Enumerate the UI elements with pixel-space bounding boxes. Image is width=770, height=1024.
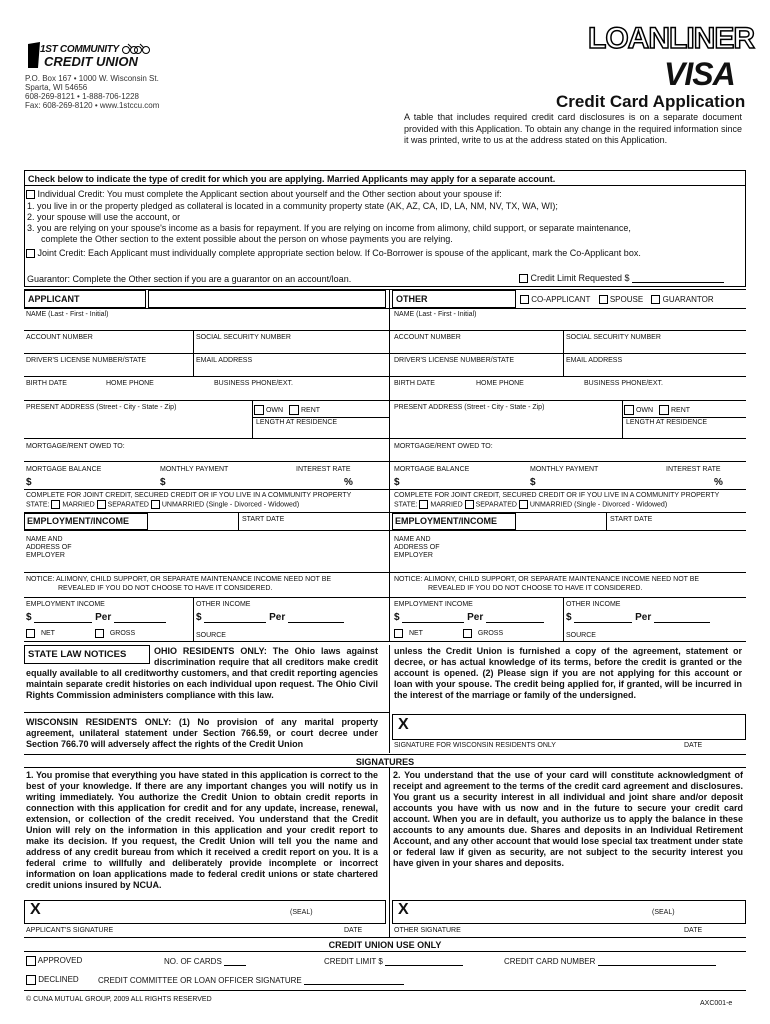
wisconsin-notice: WISCONSIN RESIDENTS ONLY: (1) No provision of any marital property agreement, unilateral statement under Section 766.59, or court decree under Section 766.70 will adversely affect the rights of the Credit Union [26,717,378,749]
other-state-label: STATE: [394,501,418,509]
applicant-unmarried-checkbox[interactable] [151,500,160,509]
applicant-emp-per-input[interactable] [114,622,166,623]
ohio-notice: OHIO RESIDENTS ONLY: The Ohio laws against discrimination require that all creditors make credit equally available to all creditworthy customers, and that credit reporting agencies maintain separate credit histories on each individual upon request. The Ohio Civil Rights Commission administers compliance with this law. [26,646,378,700]
wi-notice-right: unless the Credit Union is furnished a copy of the agreement, statement or decree, or has actual knowledge of its terms, before the credit is granted or the account is opened. (2) Please sign if you are not applying for this account or loan with your spouse. The credit being applied for, if granted, will be incurred in the interest of the marriage or family of the undersigned. [394,646,742,700]
form-number: AXC001-e [700,1000,733,1007]
applicant-gross-checkbox[interactable] [95,629,104,638]
wi-date-label: DATE [684,742,703,749]
joint-credit-label: Joint Credit: Each Applicant must individually complete appropriate section below. If Co-Borrower is spouse of the applicant, mark the Co-Applicant box. [37,248,641,258]
other-dl-label: DRIVER'S LICENSE NUMBER/STATE [394,357,515,364]
applicant-other-per-input[interactable] [288,622,344,623]
applicant-signature-label: APPLICANT'S SIGNATURE [26,927,114,934]
other-emp-dollar: $ [394,612,400,623]
cu-address: P.O. Box 167 • 1000 W. Wisconsin St. Sparta, WI 54656 608-269-8121 • 1-888-706-1228 Fax: 608-269-8120 • www.1stccu.com [25,74,160,110]
applicant-address-label: PRESENT ADDRESS (Street - City - State - Zip) [26,404,177,411]
other-other-income-input[interactable] [574,622,632,623]
other-name-label: NAME (Last - First - Initial) [394,311,477,318]
loanliner-logo: LOANLINER [588,22,754,55]
other-rate-percent: % [714,477,723,488]
applicant-net-label: NET [40,630,55,638]
applicant-emp-income-input[interactable] [34,622,92,623]
state-law-title: STATE LAW NOTICES [28,649,127,660]
individual-credit-label: Individual Credit: You must complete the Applicant section about yourself and the Other section about your spouse if: [37,189,502,199]
co-applicant-checkbox[interactable] [520,295,529,304]
applicant-emp-dollar: $ [26,612,32,623]
other-net-checkbox[interactable] [394,629,403,638]
individual-credit-checkbox[interactable] [26,190,35,199]
approved-checkbox[interactable] [26,956,36,966]
other-email-label: EMAIL ADDRESS [566,357,623,364]
applicant-seal: (SEAL) [290,909,313,916]
other-monthly-payment-label: MONTHLY PAYMENT [530,466,599,473]
applicant-other-income-input[interactable] [204,622,266,623]
other-signature-x: X [398,901,409,918]
joint-credit-checkbox[interactable] [26,249,35,258]
other-other-per: Per [635,612,652,623]
other-employer-label: NAME AND ADDRESS OF EMPLOYER [394,536,440,559]
other-emp-per-input[interactable] [486,622,544,623]
other-rent-checkbox[interactable] [659,405,669,415]
no-cards-label: NO. OF CARDS [164,957,222,966]
other-account-label: ACCOUNT NUMBER [394,334,461,341]
applicant-net-checkbox[interactable] [26,629,35,638]
applicant-source-label: SOURCE [196,632,226,639]
other-emp-per: Per [467,612,484,623]
applicant-dl-label: DRIVER'S LICENSE NUMBER/STATE [26,357,147,364]
visa-logo: VISA [664,56,735,92]
card-number-input[interactable] [598,965,716,966]
applicant-separated-checkbox[interactable] [97,500,106,509]
other-employment-title: EMPLOYMENT/INCOME [395,516,498,526]
applicant-other-income-label: OTHER INCOME [196,601,251,608]
guarantor-checkbox[interactable] [651,295,660,304]
other-complete-joint: COMPLETE FOR JOINT CREDIT, SECURED CREDIT OR IF YOU LIVE IN A COMMUNITY PROPERTY [394,492,720,499]
cu-use-title: CREDIT UNION USE ONLY [328,940,442,950]
credit-union-logo [24,40,154,70]
applicant-gross-label: GROSS [109,630,136,638]
guarantor-option-label: GUARANTOR [662,295,714,304]
applicant-employer-label: NAME AND ADDRESS OF EMPLOYER [26,536,72,559]
credit-type-heading: Check below to indicate the type of credit for which you are applying. Married Applicants may apply for a separate account. [28,174,556,184]
applicant-complete-joint: COMPLETE FOR JOINT CREDIT, SECURED CREDIT OR IF YOU LIVE IN A COMMUNITY PROPERTY [26,492,352,499]
wi-signature-box[interactable] [392,714,746,740]
applicant-sig-date-label: DATE [344,927,363,934]
other-source-label: SOURCE [566,632,596,639]
applicant-mortgage-owed-label: MORTGAGE/RENT OWED TO: [26,443,125,450]
declined-label: DECLINED [38,975,79,985]
copyright: © CUNA MUTUAL GROUP, 2009 ALL RIGHTS RESERVED [26,996,212,1003]
co-applicant-label: CO-APPLICANT [531,295,591,304]
other-married-label: MARRIED [430,501,463,509]
applicant-own-label: OWN [265,406,284,414]
other-start-date-label: START DATE [610,516,653,523]
wi-signature-x: X [398,716,409,733]
applicant-start-date-label: START DATE [242,516,285,523]
applicant-birth-label: BIRTH DATE [26,380,67,387]
other-bus-phone-label: BUSINESS PHONE/EXT. [584,380,663,387]
applicant-account-label: ACCOUNT NUMBER [26,334,93,341]
approved-label: APPROVED [37,956,83,966]
credit-limit-label: Credit Limit Requested $ [530,273,630,283]
applicant-monthly-payment-label: MONTHLY PAYMENT [160,466,229,473]
signatures-para1: 1. You promise that everything you have stated in this application is correct to the best of your knowledge. If there are any important changes you will notify us in writing immediately. You authorize the Credit Union to obtain credit reports in connection with this application for credit and for any update, increase, renewal, extension, or collection of the credit received. You understand that the Credit Union will rely on the information in this application and your credit report to make its decision. If you request, the Credit Union will tell you the name and address of any credit bureau from which it received a credit report on you. It is a federal crime to willfully and deliberately provide incomplete or incorrect information on loan applications made to federal credit unions or state chartered credit unions insured by NCUA. [26,770,378,890]
spouse-label: SPOUSE [609,295,644,304]
other-balance-dollar: $ [394,477,400,488]
other-payment-dollar: $ [530,477,536,488]
other-birth-label: BIRTH DATE [394,380,435,387]
applicant-married-checkbox[interactable] [51,500,60,509]
other-gross-label: GROSS [477,630,504,638]
applicant-interest-label: INTEREST RATE [296,466,351,473]
disclosure-notice: A table that includes required credit card disclosures is on a separate document provided with this Application. To obtain any change in the required information since it was printed, write to us at the address stated on this Application. [404,112,742,145]
applicant-emp-per: Per [95,612,112,623]
other-home-phone-label: HOME PHONE [476,380,524,387]
other-alimony-notice2: REVEALED IF YOU DO NOT CHOOSE TO HAVE IT CONSIDERED. [428,585,643,592]
applicant-name-label: NAME (Last - First - Initial) [26,311,109,318]
applicant-ssn-label: SOCIAL SECURITY NUMBER [196,334,291,341]
other-address-label: PRESENT ADDRESS (Street - City - State - Zip) [394,404,545,411]
applicant-separated-label: SEPARATED [107,501,149,509]
other-net-label: NET [408,630,423,638]
other-separated-checkbox[interactable] [465,500,474,509]
applicant-name-box[interactable] [148,290,386,308]
other-mortgage-owed-label: MORTGAGE/RENT OWED TO: [394,443,493,450]
applicant-rent-label: RENT [300,406,321,414]
other-seal: (SEAL) [652,909,675,916]
applicant-length-label: LENGTH AT RESIDENCE [256,419,338,426]
credit-limit-checkbox[interactable] [519,274,528,283]
applicant-state-label: STATE: [26,501,50,509]
cyclists-icon [120,40,150,54]
other-other-income-label: OTHER INCOME [566,601,621,608]
other-other-dollar: $ [566,612,572,623]
other-emp-income-input[interactable] [402,622,464,623]
other-sig-date-label: DATE [684,927,703,934]
applicant-alimony-notice2: REVEALED IF YOU DO NOT CHOOSE TO HAVE IT CONSIDERED. [58,585,273,592]
applicant-emp-income-label: EMPLOYMENT INCOME [26,601,105,608]
applicant-own-checkbox[interactable] [254,405,264,415]
applicant-other-per: Per [269,612,286,623]
signatures-para2: 2. You understand that the use of your card will constitute acknowledgment of receipt and agreement to the terms of the credit card agreement and disclosures. You grant us a security interest in all individual and joint share and/or deposit accounts you have with us now and in the future to secure your credit card account. When you are in default, you authorize us to apply the balance in these accounts to any amounts due. Shares and deposits in an Individual Retirement Account, and any other account that would lose special tax treatment under state or federal law if given as security, are not subject to the security interest you have given in your shares and deposits. [393,770,743,868]
guarantor-label: Guarantor: Complete the Other section if you are a guarantor on an account/loan. [27,274,352,284]
no-cards-input[interactable] [224,965,246,966]
signatures-title: SIGNATURES [355,757,415,767]
other-signature-box[interactable] [392,900,746,924]
other-rent-label: RENT [670,406,691,414]
individual-credit-conditions: 1. you live in or the property pledged as collateral is located in a community property state (AK, AZ, CA, ID, LA, NM, NV, TX, WA, WI); 2. your spouse will use the account, or 3. you are relying on your spouse's income as a basis for repayment. If you are relying on income from alimony, child support, or separate maintenance, complete the Other section to the extent possible about the person on whose payments you are relying. [27,201,631,244]
other-title: OTHER [396,294,428,304]
applicant-mortgage-balance-label: MORTGAGE BALANCE [26,466,102,473]
declined-checkbox[interactable] [26,975,36,985]
other-own-label: OWN [635,406,654,414]
cu-name-line1: 1ST COMMUNITY [40,44,119,55]
committee-label: CREDIT COMMITTEE OR LOAN OFFICER SIGNATURE [98,976,302,985]
other-unmarried-checkbox[interactable] [519,500,528,509]
spouse-checkbox[interactable] [599,295,608,304]
other-alimony-notice1: NOTICE: ALIMONY, CHILD SUPPORT, OR SEPARATE MAINTENANCE INCOME NEED NOT BE [394,576,700,583]
other-unmarried-label: UNMARRIED (Single - Divorced - Widowed) [529,501,668,509]
applicant-other-dollar: $ [196,612,202,623]
applicant-married-label: MARRIED [62,501,95,509]
card-number-label: CREDIT CARD NUMBER [504,957,596,966]
other-emp-income-label: EMPLOYMENT INCOME [394,601,473,608]
applicant-rent-checkbox[interactable] [289,405,299,415]
applicant-signature-box[interactable] [24,900,386,924]
applicant-unmarried-label: UNMARRIED (Single - Divorced - Widowed) [161,501,300,509]
applicant-alimony-notice1: NOTICE: ALIMONY, CHILD SUPPORT, OR SEPARATE MAINTENANCE INCOME NEED NOT BE [26,576,332,583]
other-signature-label: OTHER SIGNATURE [394,927,461,934]
applicant-payment-dollar: $ [160,477,166,488]
wi-signature-label: SIGNATURE FOR WISCONSIN RESIDENTS ONLY [394,742,556,749]
committee-signature-input[interactable] [304,984,404,985]
other-ssn-label: SOCIAL SECURITY NUMBER [566,334,661,341]
applicant-rate-percent: % [344,477,353,488]
applicant-balance-dollar: $ [26,477,32,488]
cu-credit-limit-label: CREDIT LIMIT $ [324,957,383,966]
other-married-checkbox[interactable] [419,500,428,509]
applicant-employment-title: EMPLOYMENT/INCOME [27,516,130,526]
credit-limit-input[interactable] [632,282,724,283]
other-other-per-input[interactable] [654,622,710,623]
applicant-bus-phone-label: BUSINESS PHONE/EXT. [214,380,293,387]
other-length-label: LENGTH AT RESIDENCE [626,419,708,426]
other-separated-label: SEPARATED [475,501,517,509]
applicant-title: APPLICANT [28,294,80,304]
other-gross-checkbox[interactable] [463,629,472,638]
applicant-signature-x: X [30,901,41,918]
page-title: Credit Card Application [556,92,746,111]
cu-name-line2: CREDIT UNION [44,54,138,69]
applicant-email-label: EMAIL ADDRESS [196,357,253,364]
cu-credit-limit-input[interactable] [385,965,463,966]
other-mortgage-balance-label: MORTGAGE BALANCE [394,466,470,473]
other-interest-label: INTEREST RATE [666,466,721,473]
other-own-checkbox[interactable] [624,405,634,415]
applicant-home-phone-label: HOME PHONE [106,380,154,387]
